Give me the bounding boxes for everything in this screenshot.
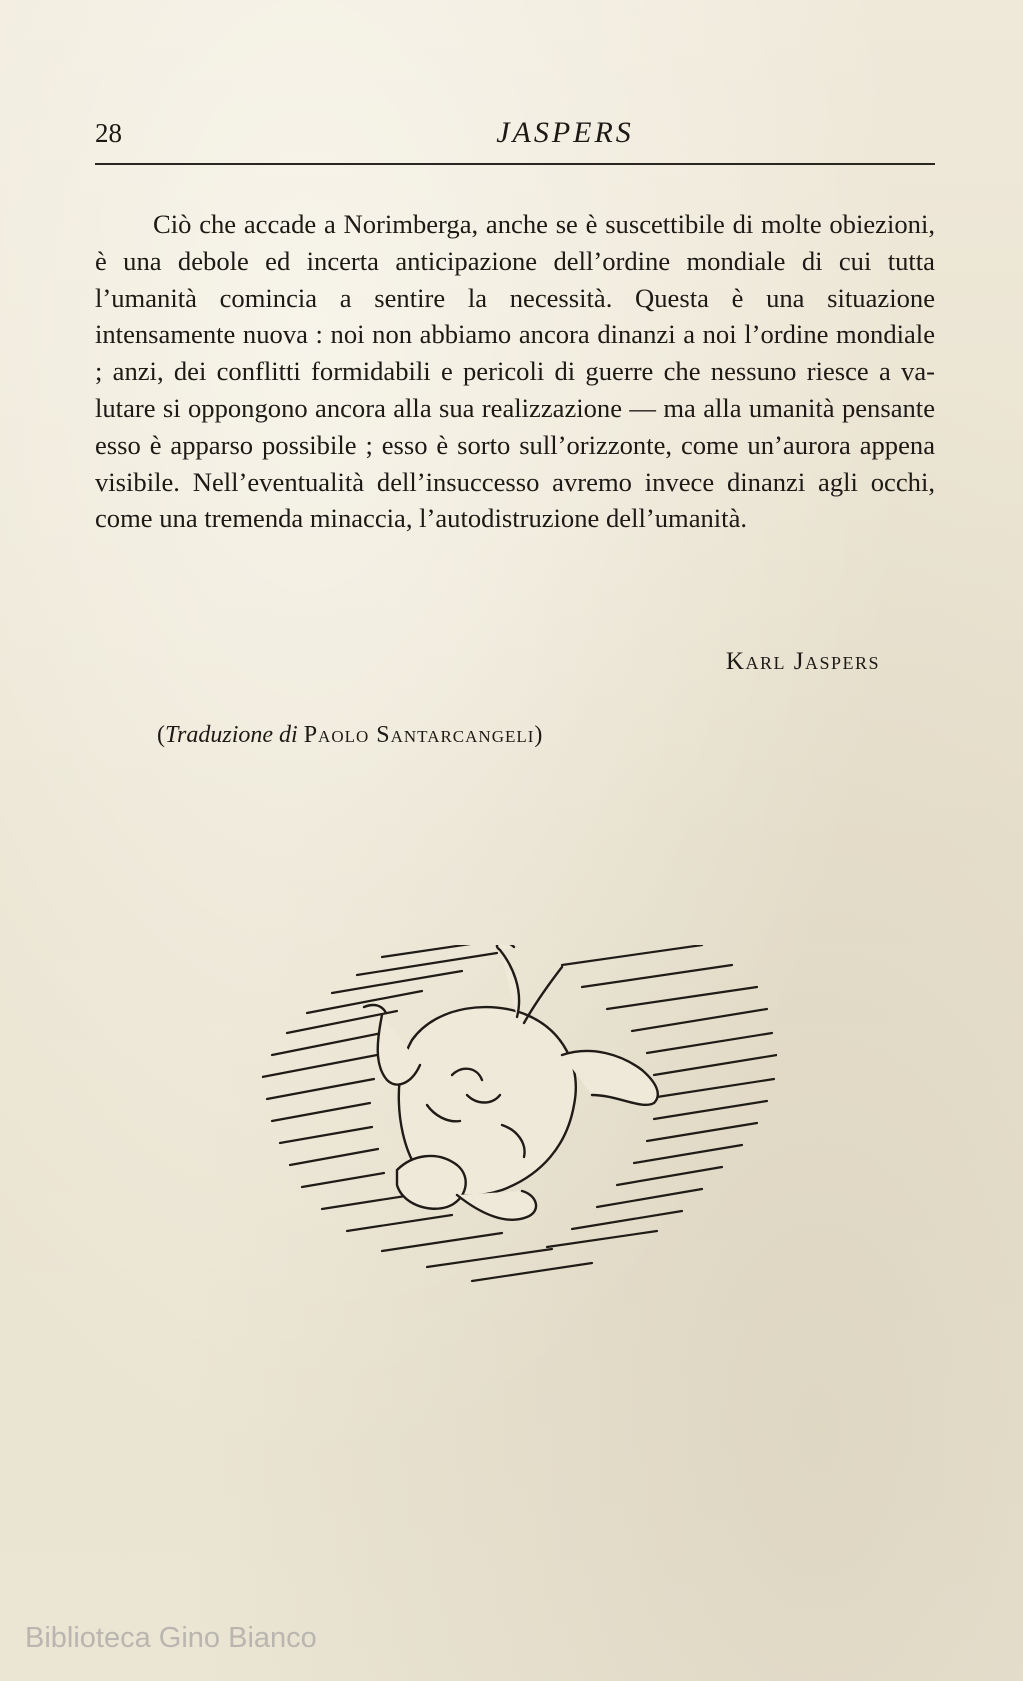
page-header — [95, 112, 935, 160]
translation-note-open: ( — [157, 722, 165, 748]
header-rule — [95, 163, 935, 165]
translation-note-label: Traduzione di — [165, 722, 298, 748]
falling-figure-illustration — [262, 945, 777, 1290]
running-title: JASPERS — [496, 116, 634, 149]
translator-name: Paolo Santarcangeli — [303, 722, 535, 748]
library-watermark: Biblioteca Gino Bianco — [25, 1622, 317, 1654]
translation-note-close: ) — [534, 722, 543, 748]
falling-figure — [364, 945, 658, 1220]
body-paragraph: Ciò che accade a Norimberga, anche se è suscettibile di molte obiezioni, è una debole ed incerta anticipazione dell’ordine mondiale di cui tutta l’umanità comincia a sentire la necessità. Questa è una situazione intensamente nuova : noi non abbiamo ancora dinanzi a noi l’ordine mondiale ; anzi, dei conflitti formidabili e pericoli di guerre che nessuno riesce a valutare si oppongono ancora alla sua realizzazione — ma alla umanità pensante esso è apparso possibile ; esso è sorto sull’orizzonte, come un’aurora appena visibile. Nell’eventualità dell’insuccesso avremo invece dinanzi agli occhi, come una tremenda minaccia, l’autodistruzione dell’umanità. — [95, 209, 935, 534]
author-signature: Karl Jaspers — [725, 648, 880, 675]
translation-note — [157, 722, 542, 749]
page-number: 28 — [95, 118, 122, 148]
